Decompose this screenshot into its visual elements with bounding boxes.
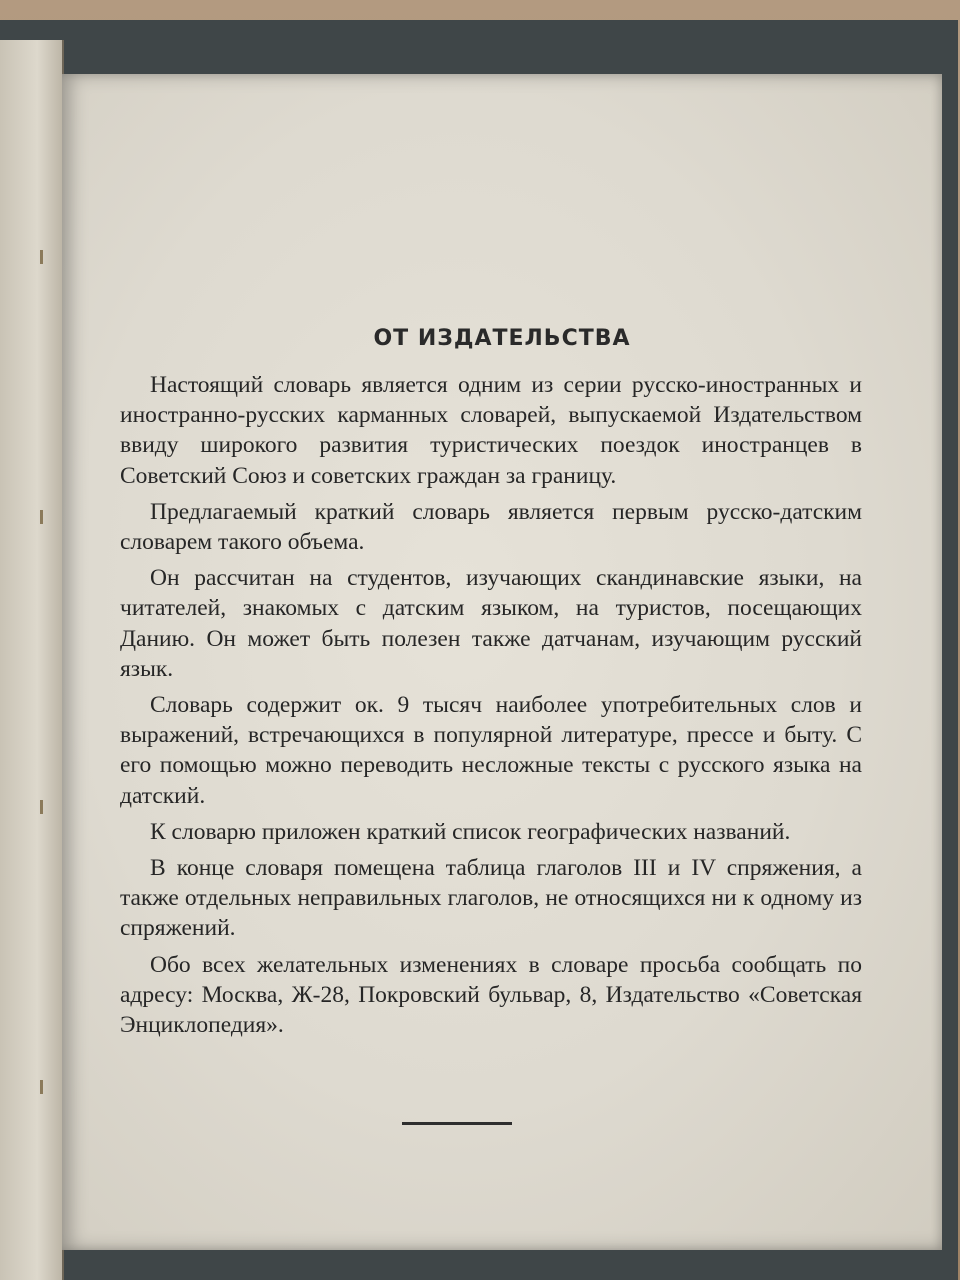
closing-rule <box>402 1122 512 1125</box>
paragraph: Настоящий словарь является одним из серии русско-иностранных и иностранно-русских карманных словарей, выпускаемой Издательством ввиду широкого развития туристических поездок иностранцев в Советский Союз и советских граждан за границу. <box>120 372 862 489</box>
left-page-edge <box>0 40 64 1280</box>
binding-stitch <box>40 1080 43 1094</box>
page-body <box>120 370 862 1046</box>
page-heading: ОТ ИЗДАТЕЛЬСТВА <box>373 326 631 351</box>
paragraph: В конце словаря помещена таблица глаголов III и IV спряжения, а также отдельных неправильных глаголов, не относящихся ни к одному из спряжений. <box>120 855 862 942</box>
binding-stitch <box>40 510 43 524</box>
binding-stitch <box>40 800 43 814</box>
book-page <box>62 74 942 1250</box>
paragraph: Словарь содержит ок. 9 тысяч наиболее употребительных слов и выражений, встречающихся в популярной литературе, прессе и быту. С его помощью можно переводить несложные тексты с русского языка на датский. <box>120 692 862 809</box>
paragraph: К словарю приложен краткий список географических названий. <box>150 818 791 845</box>
paragraph: Предлагаемый краткий словарь является первым русско-датским словарем такого объема. <box>120 498 862 556</box>
paragraph: Обо всех желательных изменениях в словаре просьба сообщать по адресу: Москва, Ж-28, Покровский бульвар, 8, Издательство «Советская Энциклопедия». <box>120 951 862 1039</box>
binding-stitch <box>40 250 43 264</box>
paragraph: Он рассчитан на студентов, изучающих скандинавские языки, на читателей, знакомых с датским языком, на туристов, посещающих Данию. Он может быть полезен также датчанам, изучающим русский язык. <box>120 565 862 682</box>
